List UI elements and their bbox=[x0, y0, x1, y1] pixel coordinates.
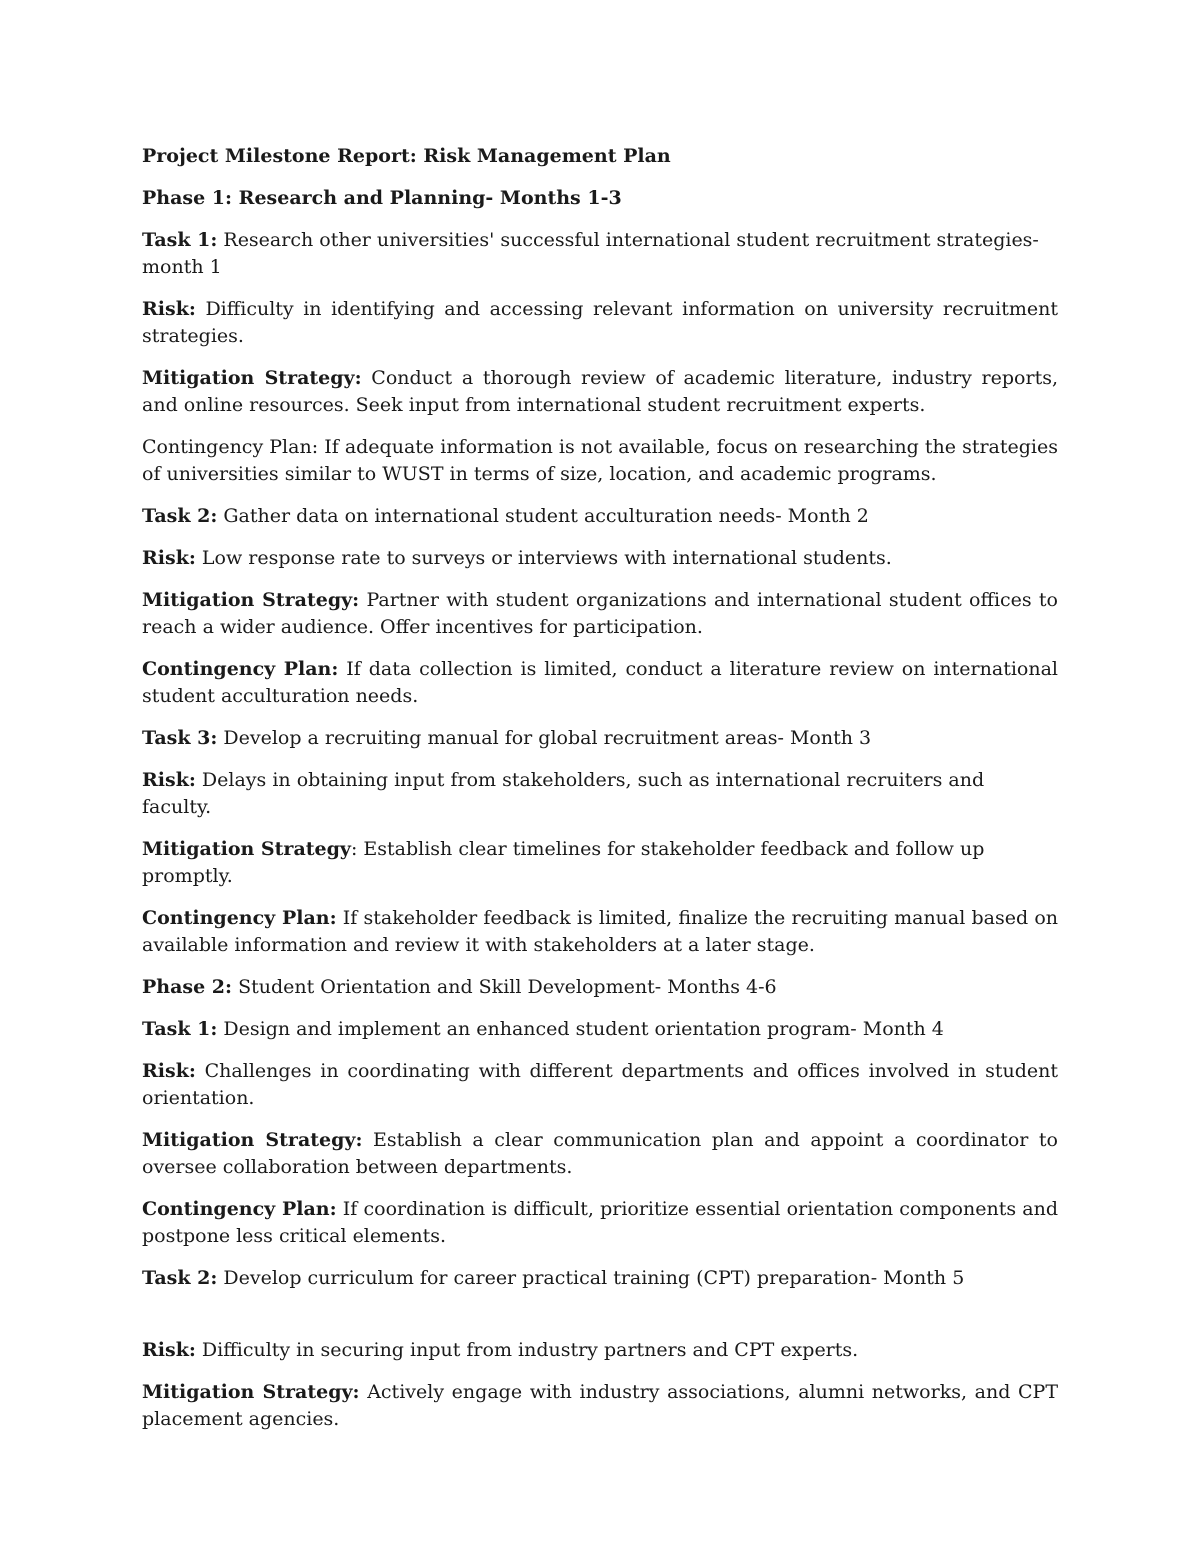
document-paragraph bbox=[142, 1265, 1058, 1292]
paragraph-text: Contingency Plan: If adequate information is not available, focus on researching the strategies of universities similar to WUST in terms of size, location, and academic programs. bbox=[142, 436, 1058, 485]
document-title-text: Project Milestone Report: Risk Management Plan bbox=[142, 145, 671, 167]
paragraph-label: Risk: bbox=[142, 769, 196, 791]
paragraph-text: Conduct a thorough review of academic literature, industry reports, and online resources. Seek input from international student recruitment experts. bbox=[142, 367, 1058, 416]
paragraph-text: If data collection is limited, conduct a literature review on international student acculturation needs. bbox=[142, 658, 1058, 707]
document-paragraph bbox=[142, 1058, 1058, 1112]
paragraph-text: Phase 1: Research and Planning- Months 1-3 bbox=[142, 187, 622, 209]
document-paragraph bbox=[142, 1127, 1058, 1181]
paragraph-text: If stakeholder feedback is limited, finalize the recruiting manual based on available information and review it with stakeholders at a later stage. bbox=[142, 907, 1058, 956]
paragraph-label: Risk: bbox=[142, 547, 196, 569]
document-paragraph bbox=[142, 296, 1058, 350]
document-paragraph bbox=[142, 227, 1058, 281]
paragraph-text: Partner with student organizations and international student offices to reach a wider audience. Offer incentives for participation. bbox=[142, 589, 1058, 638]
paragraph-text: Low response rate to surveys or interviews with international students. bbox=[195, 547, 892, 569]
paragraph-label: Risk: bbox=[142, 298, 196, 320]
document-body bbox=[142, 185, 1058, 1433]
paragraph-label: Contingency Plan: bbox=[142, 907, 337, 929]
paragraph-text: Delays in obtaining input from stakeholders, such as international recruiters and faculty. bbox=[142, 769, 985, 818]
paragraph-label: Contingency Plan: bbox=[142, 658, 339, 680]
paragraph-text: Research other universities' successful international student recruitment strategies- month 1 bbox=[142, 229, 1039, 278]
paragraph-label: Mitigation Strategy: bbox=[142, 589, 360, 611]
document-page bbox=[142, 143, 1058, 1448]
paragraph-text: Difficulty in identifying and accessing relevant information on university recruitment strategies. bbox=[142, 298, 1058, 347]
paragraph-text: Challenges in coordinating with different departments and offices involved in student orientation. bbox=[142, 1060, 1058, 1109]
document-paragraph bbox=[142, 767, 1058, 821]
paragraph-label: Task 3: bbox=[142, 727, 218, 749]
paragraph-label: Contingency Plan: bbox=[142, 1198, 337, 1220]
document-title bbox=[142, 143, 1058, 170]
paragraph-label: Phase 2: bbox=[142, 976, 233, 998]
document-paragraph bbox=[142, 725, 1058, 752]
paragraph-text: Establish a clear communication plan and appoint a coordinator to oversee collaboration between departments. bbox=[142, 1129, 1058, 1178]
paragraph-label: Mitigation Strategy: bbox=[142, 367, 362, 389]
document-paragraph bbox=[142, 905, 1058, 959]
paragraph-text: Student Orientation and Skill Development- Months 4-6 bbox=[232, 976, 777, 998]
document-paragraph bbox=[142, 1196, 1058, 1250]
paragraph-label: Risk: bbox=[142, 1339, 196, 1361]
document-paragraph bbox=[142, 656, 1058, 710]
document-paragraph bbox=[142, 1016, 1058, 1043]
document-paragraph bbox=[142, 545, 1058, 572]
paragraph-label: Mitigation Strategy bbox=[142, 838, 351, 860]
paragraph-text: Develop curriculum for career practical training (CPT) preparation- Month 5 bbox=[217, 1267, 965, 1289]
paragraph-text: Gather data on international student acculturation needs- Month 2 bbox=[217, 505, 869, 527]
document-paragraph bbox=[142, 1337, 1058, 1364]
paragraph-text: Develop a recruiting manual for global recruitment areas- Month 3 bbox=[217, 727, 872, 749]
paragraph-text: Design and implement an enhanced student orientation program- Month 4 bbox=[217, 1018, 944, 1040]
paragraph-label: Mitigation Strategy: bbox=[142, 1381, 360, 1403]
document-paragraph bbox=[142, 365, 1058, 419]
paragraph-text: : Establish clear timelines for stakeholder feedback and follow up promptly. bbox=[142, 838, 985, 887]
document-paragraph bbox=[142, 434, 1058, 488]
document-paragraph bbox=[142, 836, 1058, 890]
paragraph-label: Mitigation Strategy: bbox=[142, 1129, 363, 1151]
document-paragraph bbox=[142, 587, 1058, 641]
paragraph-label: Task 2: bbox=[142, 505, 218, 527]
paragraph-text: Actively engage with industry associations, alumni networks, and CPT placement agencies. bbox=[142, 1381, 1058, 1430]
paragraph-label: Task 1: bbox=[142, 1018, 218, 1040]
paragraph-text: Difficulty in securing input from industry partners and CPT experts. bbox=[195, 1339, 859, 1361]
document-paragraph bbox=[142, 185, 1058, 212]
document-paragraph bbox=[142, 974, 1058, 1001]
paragraph-label: Risk: bbox=[142, 1060, 196, 1082]
paragraph-label: Task 1: bbox=[142, 229, 218, 251]
document-paragraph bbox=[142, 1379, 1058, 1433]
paragraph-text: If coordination is difficult, prioritize essential orientation components and postpone less critical elements. bbox=[142, 1198, 1058, 1247]
document-paragraph bbox=[142, 503, 1058, 530]
paragraph-label: Task 2: bbox=[142, 1267, 218, 1289]
